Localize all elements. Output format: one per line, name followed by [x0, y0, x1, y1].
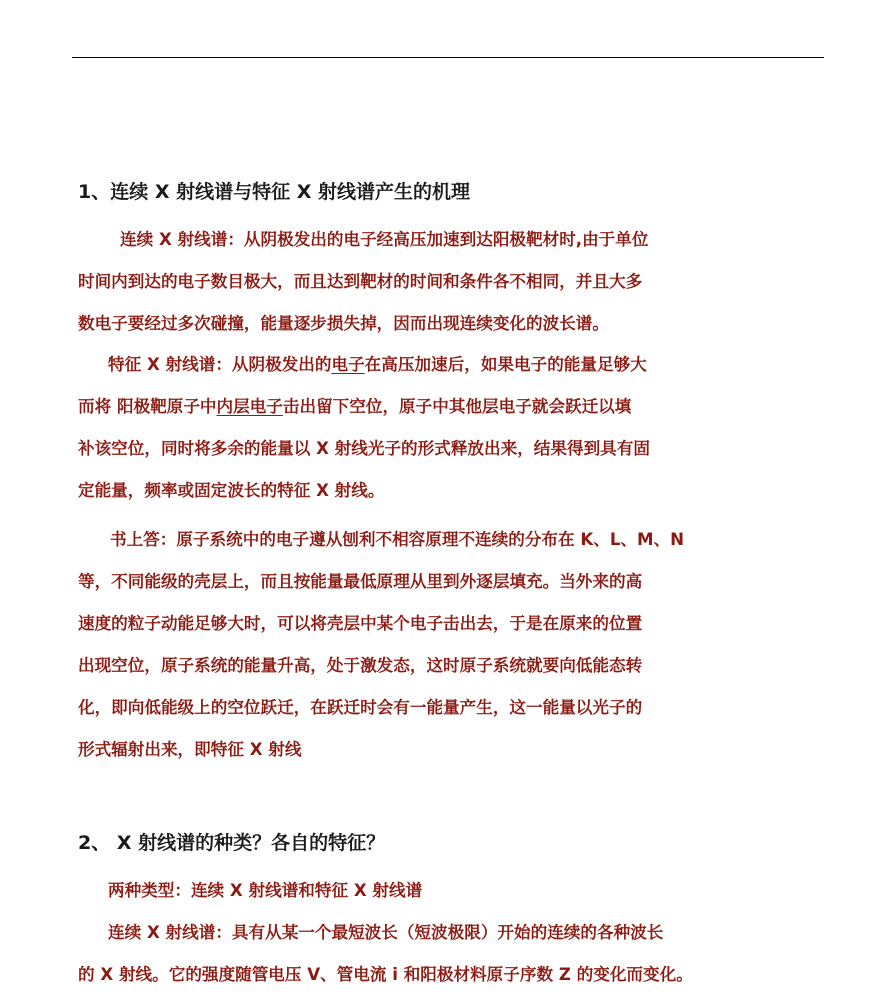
paragraph-line	[78, 393, 631, 417]
header-rule	[72, 57, 824, 58]
paragraph-line: 出现空位，原子系统的能量升高，处于激发态，这时原子系统就要向低能态转	[78, 656, 643, 675]
text-run: 击出留下空位，原子中其他层电子就会跃迁以填	[282, 397, 632, 416]
text-run: 特征 X 射线谱：从阴极发出的	[108, 355, 332, 374]
paragraph-line: 时间内到达的电子数目极大，而且达到靶材的时间和条件各不相同，并且大多	[78, 272, 643, 291]
paragraph-line: 连续 X 射线谱：从阴极发出的电子经高压加速到达阳极靶材时,由于单位	[120, 230, 649, 249]
paragraph-line	[108, 351, 647, 375]
underlined-term: 电子	[331, 355, 365, 374]
text-run: 而将 阳极靶原子中	[78, 397, 217, 416]
paragraph-line: 两种类型：连续 X 射线谱和特征 X 射线谱	[108, 881, 423, 900]
text-run: 在高压加速后，如果电子的能量足够大	[364, 355, 647, 374]
section-2-heading: 2、 X 射线谱的种类？各自的特征？	[78, 832, 386, 854]
paragraph-line: 速度的粒子动能足够大时，可以将壳层中某个电子击出去，于是在原来的位置	[78, 614, 643, 633]
paragraph-line: 形式辐射出来，即特征 X 射线	[78, 740, 302, 759]
paragraph-line: 补该空位，同时将多余的能量以 X 射线光子的形式释放出来，结果得到具有固	[78, 439, 650, 458]
paragraph-line: 定能量，频率或固定波长的特征 X 射线。	[78, 481, 385, 500]
paragraph-line: 化，即向低能级上的空位跃迁，在跃迁时会有一能量产生，这一能量以光子的	[78, 698, 643, 717]
paragraph-line: 连续 X 射线谱：具有从某一个最短波长（短波极限）开始的连续的各种波长	[108, 923, 664, 942]
underlined-term: 内层电子	[216, 397, 283, 416]
paragraph-line: 的 X 射线。它的强度随管电压 V、管电流 i 和阳极材料原子序数 Z 的变化而变化。	[78, 965, 693, 984]
section-1-heading: 1、连续 X 射线谱与特征 X 射线谱产生的机理	[78, 181, 470, 203]
paragraph-line: 等，不同能级的壳层上，而且按能量最低原理从里到外逐层填充。当外来的高	[78, 572, 643, 591]
paragraph-line: 书上答：原子系统中的电子遵从刨利不相容原理不连续的分布在 K、L、M、N	[110, 530, 685, 549]
paragraph-line: 数电子要经过多次碰撞，能量逐步损失掉，因而出现连续变化的波长谱。	[78, 314, 609, 333]
